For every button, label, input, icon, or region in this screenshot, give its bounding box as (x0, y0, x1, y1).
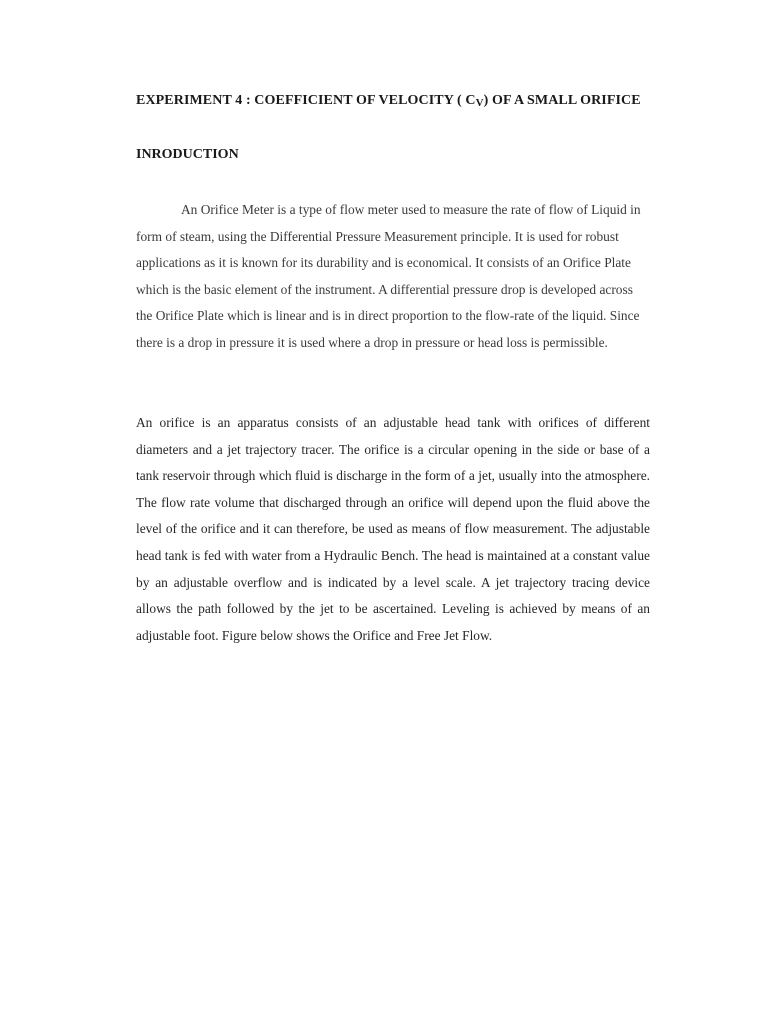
section-heading: INRODUCTION (136, 147, 239, 162)
paragraph-1-text: An Orifice Meter is a type of flow meter used to measure the rate of flow of Liquid in form of steam, using the Differential Pressure Measurement principle. It is used for robust applications as it is known for its durability and is economical. It consists of an Orifice Plate which is the basic element of the instrument. A differential pressure drop is developed across the Orifice Plate which is linear and is in direct proportion to the flow-rate of the liquid. Since there is a drop in pressure it is used where a drop in pressure or head loss is permissible. (136, 202, 641, 350)
title-prefix: EXPERIMENT 4 : COEFFICIENT OF VELOCITY ( C (136, 93, 476, 108)
introduction-paragraph-1 (136, 197, 650, 357)
introduction-paragraph-2: An orifice is an apparatus consists of an adjustable head tank with orifices of different diameters and a jet trajectory tracer. The orifice is a circular opening in the side or base of a tank reservoir through which fluid is discharge in the form of a jet, usually into the atmosphere. The flow rate volume that discharged through an orifice will depend upon the fluid above the level of the orifice and it can therefore, be used as means of flow measurement. The adjustable head tank is fed with water from a Hydraulic Bench. The head is maintained at a constant value by an adjustable overflow and is indicated by a level scale. A jet trajectory tracing device allows the path followed by the jet to be ascertained. Leveling is achieved by means of an adjustable foot. Figure below shows the Orifice and Free Jet Flow. (136, 415, 650, 643)
title-subscript: V (475, 97, 484, 109)
title-suffix: ) OF A SMALL ORIFICE (483, 93, 641, 108)
experiment-title (136, 93, 696, 109)
